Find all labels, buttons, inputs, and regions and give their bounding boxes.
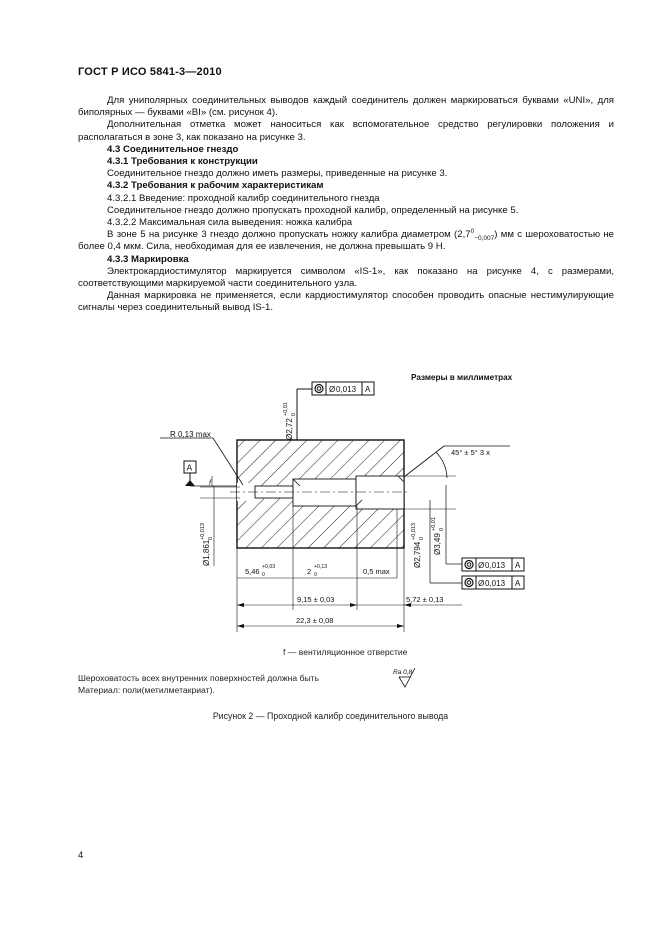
paragraph: Дополнительная отметка может наноситься как вспомогательное средство регулировки положения и располагаться в зоне 3, как показано на рисунке 3. (78, 119, 614, 143)
section-heading: 4.3.2 Требования к рабочим характеристикам (107, 180, 324, 192)
vent-note: f — вентиляционное отверстие (283, 647, 408, 657)
svg-text:0,5 max: 0,5 max (363, 567, 390, 576)
svg-text:A: A (186, 462, 193, 473)
svg-text:5,72 ± 0,13: 5,72 ± 0,13 (406, 595, 444, 604)
tolerance-value: 0,013 (336, 385, 357, 394)
paragraph: Электрокардиостимулятор маркируется символом «IS-1», как показано на рисунке 4, с размерами, соответствующими маркируемой части соединительного узла. (78, 265, 614, 290)
tolerance-lower: −0,007 (474, 235, 495, 243)
svg-text:0,013: 0,013 (485, 579, 506, 588)
tolerance-upper: 0 (470, 228, 475, 236)
paragraph (78, 229, 614, 253)
tolerance-frame-right-2 (430, 500, 524, 589)
dim-left-group (200, 523, 214, 566)
dim-top-tol-up: +0,01 (283, 402, 289, 416)
section-heading: 4.3 Соединительное гнездо (107, 143, 239, 155)
paragraph-part: В зоне 5 на рисунке 3 гнездо должно пропускать ножку калибра диаметром (2,7 (107, 229, 471, 241)
svg-text:2: 2 (307, 567, 312, 576)
svg-text:+0,13: +0,13 (314, 564, 328, 570)
subsection-heading: 4.3.2.1 Введение: проходной калибр соединительного гнезда (107, 192, 380, 204)
svg-text:+0,03: +0,03 (262, 564, 276, 570)
tolerance-frame-top (297, 382, 374, 440)
paragraph: Соединительное гнездо должно иметь размеры, приведенные на рисунке 3. (107, 168, 448, 180)
svg-text:0: 0 (419, 536, 425, 540)
svg-text:0: 0 (208, 536, 214, 540)
radius-leader (160, 438, 243, 485)
dim-r1-group (411, 523, 425, 568)
tolerance-frame-right-1 (446, 485, 524, 571)
section-heading: 4.3.3 Маркировка (107, 253, 189, 265)
dim-top: Ø2,72 (285, 418, 294, 440)
svg-text:0,013: 0,013 (485, 561, 506, 570)
paragraph: Соединительное гнездо должно пропускать проходной калибр, определенный на рисунке 5. (107, 204, 519, 216)
dim-row-1 (237, 564, 397, 578)
paragraph: Данная маркировка не применяется, если кардиостимулятор способен проводить опасные нестимулирующие сигналы через соединительный вывод IS-1. (78, 290, 614, 314)
page-number: 4 (78, 850, 84, 861)
dim-r1: Ø2,794 (413, 541, 422, 568)
page-header: ГОСТ Р ИСО 5841-3—2010 (78, 66, 222, 78)
chamfer-label: 45° ± 5° 3 x (451, 448, 490, 457)
svg-text:0: 0 (314, 572, 317, 578)
datum-ref: A (365, 385, 371, 394)
svg-text:+0,01: +0,01 (431, 517, 437, 531)
units-label: Размеры в миллиметрах (411, 373, 513, 382)
paragraph-part: ) мм с шероховатостью не более 0,4 мкм. Сила, необходимая для ее извлечения, не должна превышать 9 Н. (78, 229, 615, 253)
roughness-note: Шероховатость всех внутренних поверхностей должна быть (78, 673, 320, 683)
paragraph: Для униполярных соединительных выводов каждый соединитель должен маркироваться буквами «UNI», для биполярных — буквами «BI» (см. рисунок 4). (78, 95, 614, 119)
dim-r2: Ø3,49 (433, 533, 442, 555)
diameter-symbol: Ø (329, 385, 336, 394)
dim-top-group (283, 402, 297, 440)
figure-caption: Рисунок 2 — Проходной калибр соединительного вывода (212, 711, 449, 721)
svg-text:Ø: Ø (478, 579, 485, 588)
svg-text:22,3 ± 0,08: 22,3 ± 0,08 (296, 616, 334, 625)
svg-text:Ra 0,8: Ra 0,8 (393, 669, 413, 676)
dim-top-tol-dn: 0 (291, 412, 297, 416)
svg-text:0: 0 (262, 572, 265, 578)
material-note: Материал: поли(метилметакриат). (78, 685, 215, 695)
section-heading: 4.3.1 Требования к конструкции (107, 156, 258, 168)
dim-row-2 (237, 595, 462, 607)
svg-text:+0,013: +0,013 (411, 523, 417, 540)
vent-label: f (209, 480, 211, 487)
subsection-heading: 4.3.2.2 Максимальная сила выведения: ножка калибра (107, 217, 353, 229)
dim-left: Ø1,861 (202, 539, 211, 566)
svg-text:A: A (515, 561, 521, 570)
svg-text:Ø: Ø (478, 561, 485, 570)
roughness-symbol (393, 668, 415, 687)
radius-label: R 0,13 max (170, 430, 211, 439)
dim-r2-group (431, 517, 445, 555)
svg-text:+0,013: +0,013 (200, 523, 206, 540)
body-text (78, 95, 614, 315)
svg-text:A: A (515, 579, 521, 588)
svg-text:0: 0 (439, 527, 445, 531)
svg-text:9,15 ± 0,03: 9,15 ± 0,03 (297, 595, 335, 604)
dim-row-3 (237, 616, 404, 628)
svg-text:5,46: 5,46 (245, 567, 260, 576)
